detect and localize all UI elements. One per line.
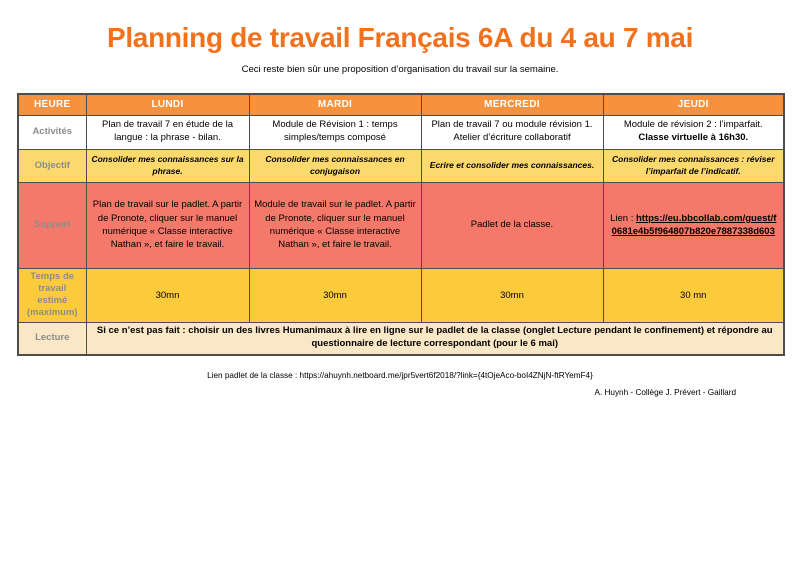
row-activites bbox=[18, 115, 784, 149]
cell-objectif-mardi: Consolider mes connaissances en conjugaison bbox=[249, 149, 421, 182]
row-label-lecture: Lecture bbox=[18, 322, 86, 355]
cell-support-mardi: Module de travail sur le padlet. A partir de Pronote, cliquer sur le manuel numérique « Classe interactive Nathan », et faire le travail. bbox=[249, 182, 421, 268]
column-header-mercredi: MERCREDI bbox=[421, 94, 603, 115]
table-header-row bbox=[18, 94, 784, 115]
bbcollab-link-prefix: Lien : bbox=[610, 212, 636, 224]
cell-activites-lundi: Plan de travail 7 en étude de la langue : la phrase - bilan. bbox=[86, 115, 249, 149]
cell-objectif-jeudi: Consolider mes connaissances : réviser l’imparfait de l’indicatif. bbox=[603, 149, 784, 182]
row-lecture bbox=[18, 322, 784, 355]
cell-support-jeudi bbox=[603, 182, 784, 268]
column-header-jeudi: JEUDI bbox=[603, 94, 784, 115]
cell-objectif-mercredi: Ecrire et consolider mes connaissances. bbox=[421, 149, 603, 182]
page-subtitle: Ceci reste bien sûr une proposition d’organisation du travail sur la semaine. bbox=[241, 64, 559, 75]
cell-activites-mercredi: Plan de travail 7 ou module révision 1. Atelier d’écriture collaboratif bbox=[421, 115, 603, 149]
row-label-objectif: Objectif bbox=[18, 149, 86, 182]
planning-table bbox=[17, 93, 785, 356]
cell-support-mercredi: Padlet de la classe. bbox=[421, 182, 603, 268]
cell-activites-jeudi bbox=[603, 115, 784, 149]
cell-temps-mercredi: 30mn bbox=[421, 268, 603, 322]
row-label-temps: Temps de travail estimé (maximum) bbox=[18, 268, 86, 322]
page-title: Planning de travail Français 6A du 4 au 7 mai bbox=[106, 22, 694, 53]
row-objectif bbox=[18, 149, 784, 182]
row-label-activites: Activités bbox=[18, 115, 86, 149]
padlet-link-text: Lien padlet de la classe : https://ahuynh.netboard.me/jpr5vert6f2018/?link={4tOjeAco-boI4ZNjN-ftRYemF4} bbox=[207, 371, 593, 380]
cell-temps-mardi: 30mn bbox=[249, 268, 421, 322]
column-header-lundi: LUNDI bbox=[86, 94, 249, 115]
activites-jeudi-line1: Module de révision 2 : l’imparfait. bbox=[623, 119, 763, 131]
row-support bbox=[18, 182, 784, 268]
cell-temps-jeudi: 30 mn bbox=[603, 268, 784, 322]
bbcollab-link[interactable]: https://eu.bbcollab.com/guest/f0681e4b5f964807b820e7887338d603 bbox=[611, 212, 777, 237]
cell-activites-mardi: Module de Révision 1 : temps simples/temps composé bbox=[249, 115, 421, 149]
activites-jeudi-line2: Classe virtuelle à 16h30. bbox=[638, 132, 749, 143]
row-label-support: Support bbox=[18, 182, 86, 268]
cell-lecture-content: Si ce n’est pas fait : choisir un des livres Humanimaux à lire en ligne sur le padlet de la classe (onglet Lecture pendant le confinement) et répondre au questionnaire de lecture correspondant (pour le 6 mai) bbox=[86, 322, 784, 355]
cell-objectif-lundi: Consolider mes connaissances sur la phrase. bbox=[86, 149, 249, 182]
column-header-mardi: MARDI bbox=[249, 94, 421, 115]
author-signature: A. Huynh - Collège J. Prévert - Gaillard bbox=[594, 388, 736, 397]
cell-temps-lundi: 30mn bbox=[86, 268, 249, 322]
row-temps bbox=[18, 268, 784, 322]
column-header-heure: HEURE bbox=[18, 94, 86, 115]
cell-support-lundi: Plan de travail sur le padlet. A partir de Pronote, cliquer sur le manuel numérique « Classe interactive Nathan », et faire le travail. bbox=[86, 182, 249, 268]
